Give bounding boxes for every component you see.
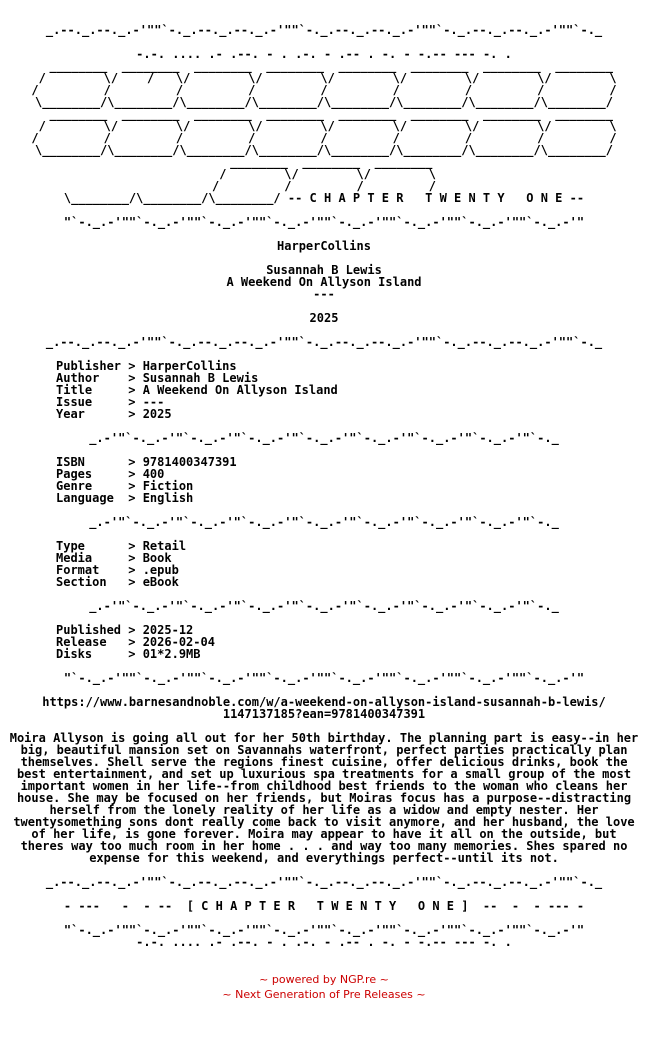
store-link-line-2[interactable]: 1147137185?ean=9781400347391 bbox=[222, 707, 426, 721]
info-arrow: > bbox=[128, 539, 143, 553]
info-value: 2025-12 bbox=[142, 623, 194, 637]
info-value: .epub bbox=[142, 563, 179, 577]
info-key: Language bbox=[56, 491, 129, 505]
info-arrow: > bbox=[128, 647, 143, 661]
info-row bbox=[0, 492, 648, 504]
info-arrow: > bbox=[128, 479, 143, 493]
ascii-art-line: / \/ \/ \/ \/ \/ \/ \/ \ bbox=[31, 119, 617, 133]
info-value: 400 bbox=[142, 467, 165, 481]
info-value: eBook bbox=[142, 575, 179, 589]
info-arrow: > bbox=[128, 467, 143, 481]
info-key: Author bbox=[56, 371, 129, 385]
separator: _.-'"`-._.-'"`-._.-'"`-._.-'"`-._.-'"`-._.-'"`-._.-'"`-._.-'"`-._ bbox=[89, 599, 559, 613]
publisher-heading: HarperCollins bbox=[277, 239, 371, 253]
info-arrow: > bbox=[128, 455, 143, 469]
separator: "`-._.-'""`-._.-'""`-._.-'""`-._.-'""`-._.-'""`-._.-'""`-._.-'""`-._.-'" bbox=[63, 671, 585, 685]
info-row bbox=[0, 408, 648, 420]
powered-by-text: ~ powered by NGP.re ~ bbox=[259, 973, 389, 986]
info-arrow: > bbox=[128, 551, 143, 565]
info-key: Release bbox=[56, 635, 129, 649]
separator: _.-'"`-._.-'"`-._.-'"`-._.-'"`-._.-'"`-._.-'"`-._.-'"`-._.-'"`-._ bbox=[89, 515, 559, 529]
info-value: HarperCollins bbox=[142, 359, 237, 373]
ascii-art-line: \________/\________/\________/ -- C H A P T E R T W E N T Y O N E -- bbox=[63, 191, 585, 205]
info-key: Publisher bbox=[56, 359, 129, 373]
ascii-art-line: / / / / bbox=[212, 179, 436, 193]
ascii-art-line: / \/ / \/ \/ \/ \/ \/ \/ \ bbox=[31, 71, 617, 85]
info-row bbox=[0, 648, 648, 660]
info-value: --- bbox=[142, 395, 165, 409]
info-arrow: > bbox=[128, 371, 143, 385]
ascii-art-line: ________ ________ ________ bbox=[215, 155, 433, 169]
info-arrow: > bbox=[128, 635, 143, 649]
ascii-art-header bbox=[0, 24, 648, 228]
ascii-art-line: \________/\________/\________/\________/\________/\________/\________/\________/ bbox=[35, 95, 613, 109]
info-key: Section bbox=[56, 575, 129, 589]
info-value: A Weekend On Allyson Island bbox=[142, 383, 338, 397]
info-value: Book bbox=[142, 551, 172, 565]
info-value: Susannah B Lewis bbox=[142, 371, 259, 385]
info-key: Pages bbox=[56, 467, 129, 481]
ascii-art-line: _.--._.--._.-'""`-._.--._.--._.-'""`-._.--._.--._.-'""`-._.--._.--._.-'""`-._ bbox=[45, 23, 603, 37]
ascii-art-line: ________ ________ ________ ________ ________ ________ ________ ________ bbox=[35, 107, 613, 121]
tagline-text: ~ Next Generation of Pre Releases ~ bbox=[222, 988, 426, 1001]
morse-line: -.-. .... .- .--. - . .-. - .-- . -. - -.-- --- -. . bbox=[136, 935, 512, 949]
issue-heading: --- bbox=[313, 287, 335, 301]
separator: _.--._.--._.-'""`-._.--._.--._.-'""`-._.--._.--._.-'""`-._.--._.--._.-'""`-._ bbox=[45, 875, 603, 889]
info-arrow: > bbox=[128, 563, 143, 577]
separator: _.--._.--._.-'""`-._.--._.--._.-'""`-._.--._.--._.-'""`-._.--._.--._.-'""`-._ bbox=[45, 335, 603, 349]
info-arrow: > bbox=[128, 407, 143, 421]
ascii-art-line: ________ ________ ________ ________ ________ ________ ________ ________ bbox=[35, 59, 613, 73]
title-heading: A Weekend On Allyson Island bbox=[226, 275, 422, 289]
info-key: Year bbox=[56, 407, 129, 421]
info-value: 2025 bbox=[142, 407, 172, 421]
info-value: English bbox=[142, 491, 194, 505]
store-link-line-1[interactable]: https://www.barnesandnoble.com/w/a-weekend-on-allyson-island-susannah-b-lewis/ bbox=[42, 695, 606, 709]
info-arrow: > bbox=[128, 383, 143, 397]
info-key: Issue bbox=[56, 395, 129, 409]
info-key: Format bbox=[56, 563, 129, 577]
year-heading: 2025 bbox=[309, 311, 339, 325]
info-key: Published bbox=[56, 623, 129, 637]
separator: _.-'"`-._.-'"`-._.-'"`-._.-'"`-._.-'"`-._.-'"`-._.-'"`-._.-'"`-._ bbox=[89, 431, 559, 445]
info-arrow: > bbox=[128, 359, 143, 373]
info-key: Disks bbox=[56, 647, 129, 661]
info-key: Media bbox=[56, 551, 129, 565]
info-block-release bbox=[0, 624, 648, 660]
ascii-art-line: -.-. .... .- .--. - . .-. - .-- . -. - -.-- --- -. . bbox=[136, 47, 512, 61]
info-value: 2026-02-04 bbox=[142, 635, 215, 649]
separator: "`-._.-'""`-._.-'""`-._.-'""`-._.-'""`-._.-'""`-._.-'""`-._.-'""`-._.-'" bbox=[63, 923, 585, 937]
info-value: Fiction bbox=[142, 479, 194, 493]
info-row bbox=[0, 576, 648, 588]
ascii-art-line: "`-._.-'""`-._.-'""`-._.-'""`-._.-'""`-._.-'""`-._.-'""`-._.-'""`-._.-'" bbox=[63, 215, 585, 229]
info-block-isbn bbox=[0, 456, 648, 504]
info-key: Type bbox=[56, 539, 129, 553]
footer-chapter-line: - --- - - -- [ C H A P T E R T W E N T Y O N E ] -- - - --- - bbox=[63, 899, 585, 913]
info-value: Retail bbox=[142, 539, 187, 553]
info-key: Title bbox=[56, 383, 129, 397]
ascii-art-line: \________/\________/\________/\________/\________/\________/\________/\________/ bbox=[35, 143, 613, 157]
nfo-document bbox=[0, 24, 648, 1002]
info-arrow: > bbox=[128, 491, 143, 505]
info-block-publication bbox=[0, 360, 648, 420]
info-value: 9781400347391 bbox=[142, 455, 237, 469]
ascii-art-line: / / / / / / / / / bbox=[31, 131, 617, 145]
info-arrow: > bbox=[128, 395, 143, 409]
ascii-art-line: / \/ \/ \ bbox=[212, 167, 436, 181]
info-arrow: > bbox=[128, 575, 143, 589]
info-key: Genre bbox=[56, 479, 129, 493]
info-block-format bbox=[0, 540, 648, 588]
book-description: Moira Allyson is going all out for her 50th birthday. The planning part is easy--in her big, beautiful mansion set on Savannahs waterfront, perfect parties practically plan themselves. Shell serve the regions finest cuisine, offer delicious drinks, book the best entertainment, and set up luxurious spa treatments for a small group of the most important women in her life--from childhood best friends to the woman who cleans her house. She may be focused on her friends, but Moiras focus has a purpose--distracting herself from the lonely reality of her life as a widow and empty nester. Her twentysomething sons dont really come back to visit anymore, and her husband, the love of her life, is gone forever. Moira may appear to have it all on the outside, but theres way too much room in her home . . . and way too many memories. Shes spared no expense for this weekend, and everythings perfect--until its not. bbox=[9, 731, 639, 865]
ascii-art-line: / / / / / / / / / bbox=[31, 83, 617, 97]
author-heading: Susannah B Lewis bbox=[266, 263, 382, 277]
info-arrow: > bbox=[128, 623, 143, 637]
info-key: ISBN bbox=[56, 455, 129, 469]
info-value: 01*2.9MB bbox=[142, 647, 201, 661]
